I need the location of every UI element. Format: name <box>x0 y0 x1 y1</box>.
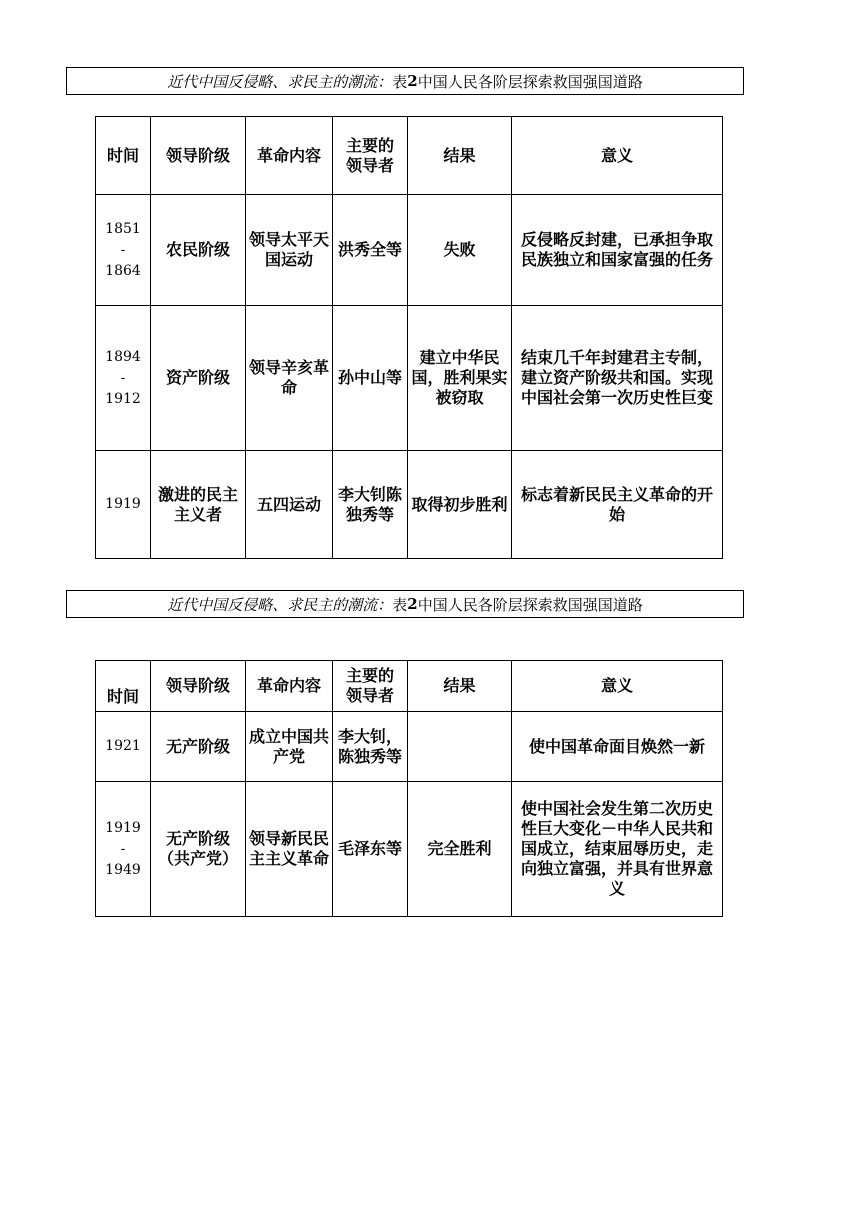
header-leader-line2: 领导者 <box>345 686 394 705</box>
cell-time <box>96 782 151 917</box>
header-class: 领导阶级 <box>151 661 246 712</box>
cell-class: 无产阶级 <box>151 712 246 782</box>
cell-result <box>408 712 512 782</box>
header-content: 革命内容 <box>246 117 333 195</box>
table-row <box>96 306 723 451</box>
cell-content: 领导辛亥革命 <box>246 306 333 451</box>
header-leader <box>333 661 408 712</box>
cell-leader: 李大钊陈独秀等 <box>333 451 408 559</box>
history-table-1 <box>95 116 723 559</box>
table-header-row <box>96 661 723 712</box>
header-leader <box>333 117 408 195</box>
caption-title: 中国人民各阶层探索救国强国道路 <box>417 595 643 614</box>
time-end: 1912 <box>105 390 141 407</box>
header-class: 领导阶级 <box>151 117 246 195</box>
table-row <box>96 195 723 306</box>
table-row <box>96 712 723 782</box>
header-meaning: 意义 <box>512 661 723 712</box>
cell-content: 五四运动 <box>246 451 333 559</box>
cell-time <box>96 195 151 306</box>
cell-class <box>151 782 246 917</box>
header-time: 时间 <box>96 661 151 712</box>
cell-meaning: 反侵略反封建，已承担争取民族独立和国家富强的任务 <box>512 195 723 306</box>
cell-result: 取得初步胜利 <box>408 451 512 559</box>
cell-content: 领导新民民主主义革命 <box>246 782 333 917</box>
header-result: 结果 <box>408 117 512 195</box>
cell-class: 激进的民主主义者 <box>151 451 246 559</box>
cell-content: 领导太平天国运动 <box>246 195 333 306</box>
caption-italic-text: 近代中国反侵略、求民主的潮流： <box>167 595 393 614</box>
header-leader-line1: 主要的 <box>345 135 394 155</box>
time-start: 1894 <box>105 348 141 365</box>
time-end: 1864 <box>105 262 141 279</box>
cell-leader: 毛泽东等 <box>333 782 408 917</box>
cell-meaning: 使中国革命面目焕然一新 <box>512 712 723 782</box>
table-caption-2 <box>66 590 744 618</box>
time-separator: - <box>120 241 126 258</box>
cell-meaning: 结束几千年封建君主专制，建立资产阶级共和国。实现中国社会第一次历史性巨变 <box>512 306 723 451</box>
history-table-2 <box>95 660 723 917</box>
cell-time: 1921 <box>96 712 151 782</box>
caption-number: 2 <box>407 595 418 613</box>
header-meaning: 意义 <box>512 117 723 195</box>
cell-content: 成立中国共产党 <box>246 712 333 782</box>
table-row <box>96 451 723 559</box>
header-content: 革命内容 <box>246 661 333 712</box>
caption-prefix: 表 <box>392 595 408 614</box>
header-time: 时间 <box>96 117 151 195</box>
header-result: 结果 <box>408 661 512 712</box>
cell-result: 失败 <box>408 195 512 306</box>
class-line2: （共产党） <box>157 849 238 868</box>
caption-prefix: 表 <box>392 72 408 91</box>
table-row <box>96 782 723 917</box>
cell-leader: 孙中山等 <box>333 306 408 451</box>
cell-class: 资产阶级 <box>151 306 246 451</box>
table-caption-1 <box>66 67 744 95</box>
cell-leader: 洪秀全等 <box>333 195 408 306</box>
time-start: 1851 <box>105 220 141 237</box>
table-header-row <box>96 117 723 195</box>
time-separator: - <box>120 840 126 857</box>
caption-italic-text: 近代中国反侵略、求民主的潮流： <box>167 72 393 91</box>
cell-class: 农民阶级 <box>151 195 246 306</box>
cell-result: 完全胜利 <box>408 782 512 917</box>
cell-meaning: 标志着新民民主义革命的开始 <box>512 451 723 559</box>
cell-time <box>96 306 151 451</box>
header-leader-line1: 主要的 <box>345 666 394 685</box>
caption-number: 2 <box>407 72 418 90</box>
cell-meaning: 使中国社会发生第二次历史性巨大变化－中华人民共和国成立，结束屈辱历史，走向独立富强，并具有世界意义 <box>512 782 723 917</box>
class-line1: 无产阶级 <box>165 829 230 848</box>
header-leader-line2: 领导者 <box>345 155 394 175</box>
cell-result: 建立中华民国，胜利果实被窃取 <box>408 306 512 451</box>
caption-title: 中国人民各阶层探索救国强国道路 <box>417 72 643 91</box>
cell-leader: 李大钊，陈独秀等 <box>333 712 408 782</box>
cell-time: 1919 <box>96 451 151 559</box>
time-separator: - <box>120 369 126 386</box>
time-end: 1949 <box>105 861 141 878</box>
time-start: 1919 <box>105 819 141 836</box>
